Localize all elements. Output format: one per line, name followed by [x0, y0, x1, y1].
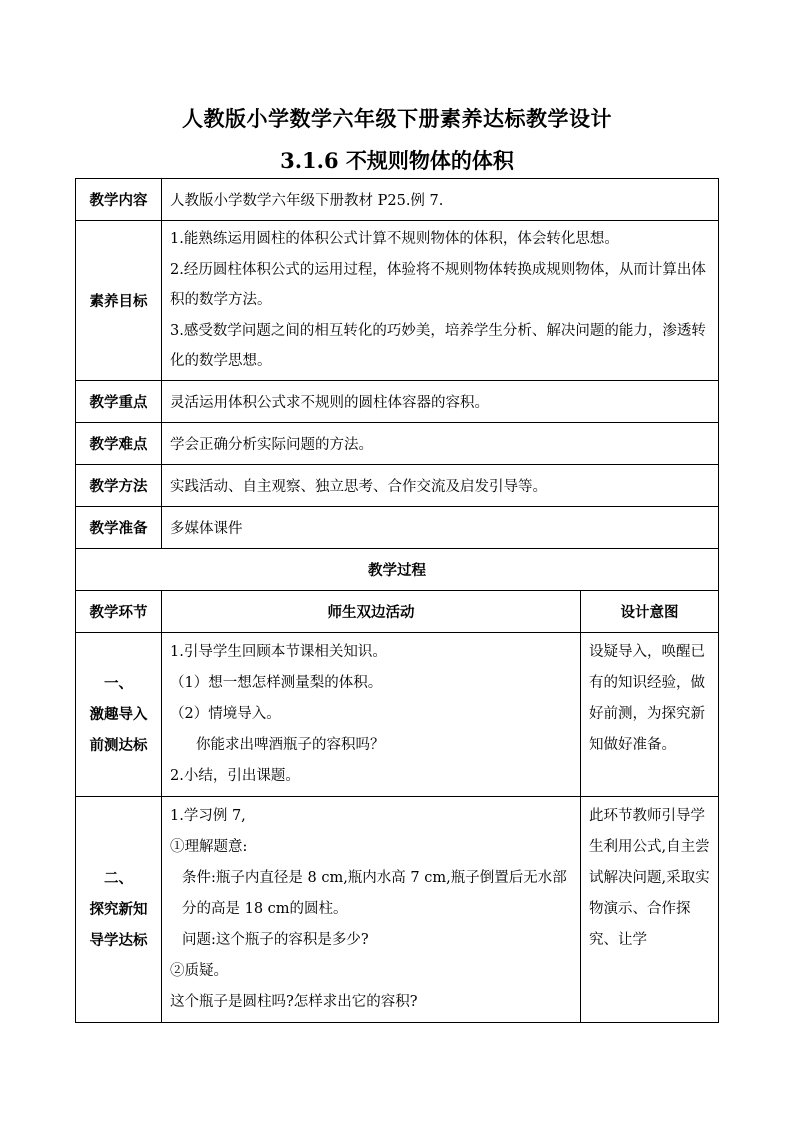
row-difficulty	[76, 422, 719, 464]
lesson-title: 3.1.6 不规则物体的体积	[280, 148, 514, 173]
stage-1-title: 激趣导入	[89, 705, 148, 723]
value-key: 灵活运用体积公式求不规则的圆柱体容器的容积。	[162, 380, 719, 422]
label-goals: 素养目标	[76, 221, 162, 381]
activity-line: ①理解题意:	[170, 838, 248, 855]
stage-2-activity	[162, 796, 581, 1022]
label-method: 教学方法	[76, 464, 162, 506]
value-goals	[162, 221, 719, 381]
col-header-stage: 教学环节	[76, 590, 162, 632]
stage-2-subtitle: 导学达标	[89, 931, 148, 949]
row-process-header	[76, 548, 719, 590]
value-method: 实践活动、自主观察、独立思考、合作交流及启发引导等。	[162, 464, 719, 506]
row-stage-2	[76, 796, 719, 1022]
value-difficulty: 学会正确分析实际问题的方法。	[162, 422, 719, 464]
goal-item: 1.能熟练运用圆柱的体积公式计算不规则物体的体积，体会转化思想。	[170, 231, 619, 247]
stage-2-name	[76, 796, 162, 1022]
activity-line: 2.小结，引出课题。	[170, 767, 300, 784]
stage-2-intent: 此环节教师引导学生利用公式,自主尝试解决问题,采取实物演示、合作探究、让学	[581, 796, 719, 1022]
row-stage-1	[76, 632, 719, 796]
label-content: 教学内容	[76, 179, 162, 221]
col-header-intent: 设计意图	[581, 590, 719, 632]
label-prep: 教学准备	[76, 506, 162, 548]
row-prep	[76, 506, 719, 548]
row-key	[76, 380, 719, 422]
value-content: 人教版小学数学六年级下册教材 P25.例 7.	[162, 179, 719, 221]
activity-line: 1.学习例 7,	[170, 807, 246, 824]
activity-line: （1）想一想怎样测量梨的体积。	[170, 674, 383, 691]
activity-line: 1.引导学生回顾本节课相关知识。	[170, 643, 387, 660]
value-prep: 多媒体课件	[162, 506, 719, 548]
activity-line: 你能求出啤酒瓶子的容积吗？	[196, 736, 385, 753]
row-column-headers	[76, 590, 719, 632]
label-key: 教学重点	[76, 380, 162, 422]
activity-line: （2）情境导入。	[170, 705, 281, 722]
stage-1-name	[76, 632, 162, 796]
activity-line: ②质疑。	[170, 962, 228, 979]
row-goals	[76, 221, 719, 381]
document-title: 人教版小学数学六年级下册素养达标教学设计	[182, 106, 612, 131]
goal-item: 2.经历圆柱体积公式的运用过程，体验将不规则物体转换成规则物体，从而计算出体积的数学方法。	[170, 261, 706, 308]
goal-item: 3.感受数学问题之间的相互转化的巧妙美，培养学生分析、解决问题的能力，渗透转化的数学思想。	[170, 322, 706, 369]
row-content	[76, 179, 719, 221]
lesson-plan-table	[75, 178, 719, 1023]
stage-1-activity	[162, 632, 581, 796]
activity-line: 这个瓶子是圆柱吗?怎样求出它的容积?	[170, 993, 418, 1010]
col-header-activity: 师生双边活动	[162, 590, 581, 632]
stage-1-subtitle: 前测达标	[89, 736, 148, 754]
label-difficulty: 教学难点	[76, 422, 162, 464]
activity-line: 问题:这个瓶子的容积是多少?	[182, 931, 369, 948]
stage-2-number: 二、	[104, 869, 133, 887]
process-header: 教学过程	[76, 548, 719, 590]
row-method	[76, 464, 719, 506]
stage-2-title: 探究新知	[89, 900, 148, 918]
stage-1-number: 一、	[104, 674, 133, 692]
activity-line: 条件:瓶子内直径是 8 cm,瓶内水高 7 cm,瓶子倒置后无水部分的高是 18 cm的圆柱。	[182, 869, 567, 917]
stage-1-intent: 设疑导入，唤醒已有的知识经验，做好前测，为探究新知做好准备。	[581, 632, 719, 796]
